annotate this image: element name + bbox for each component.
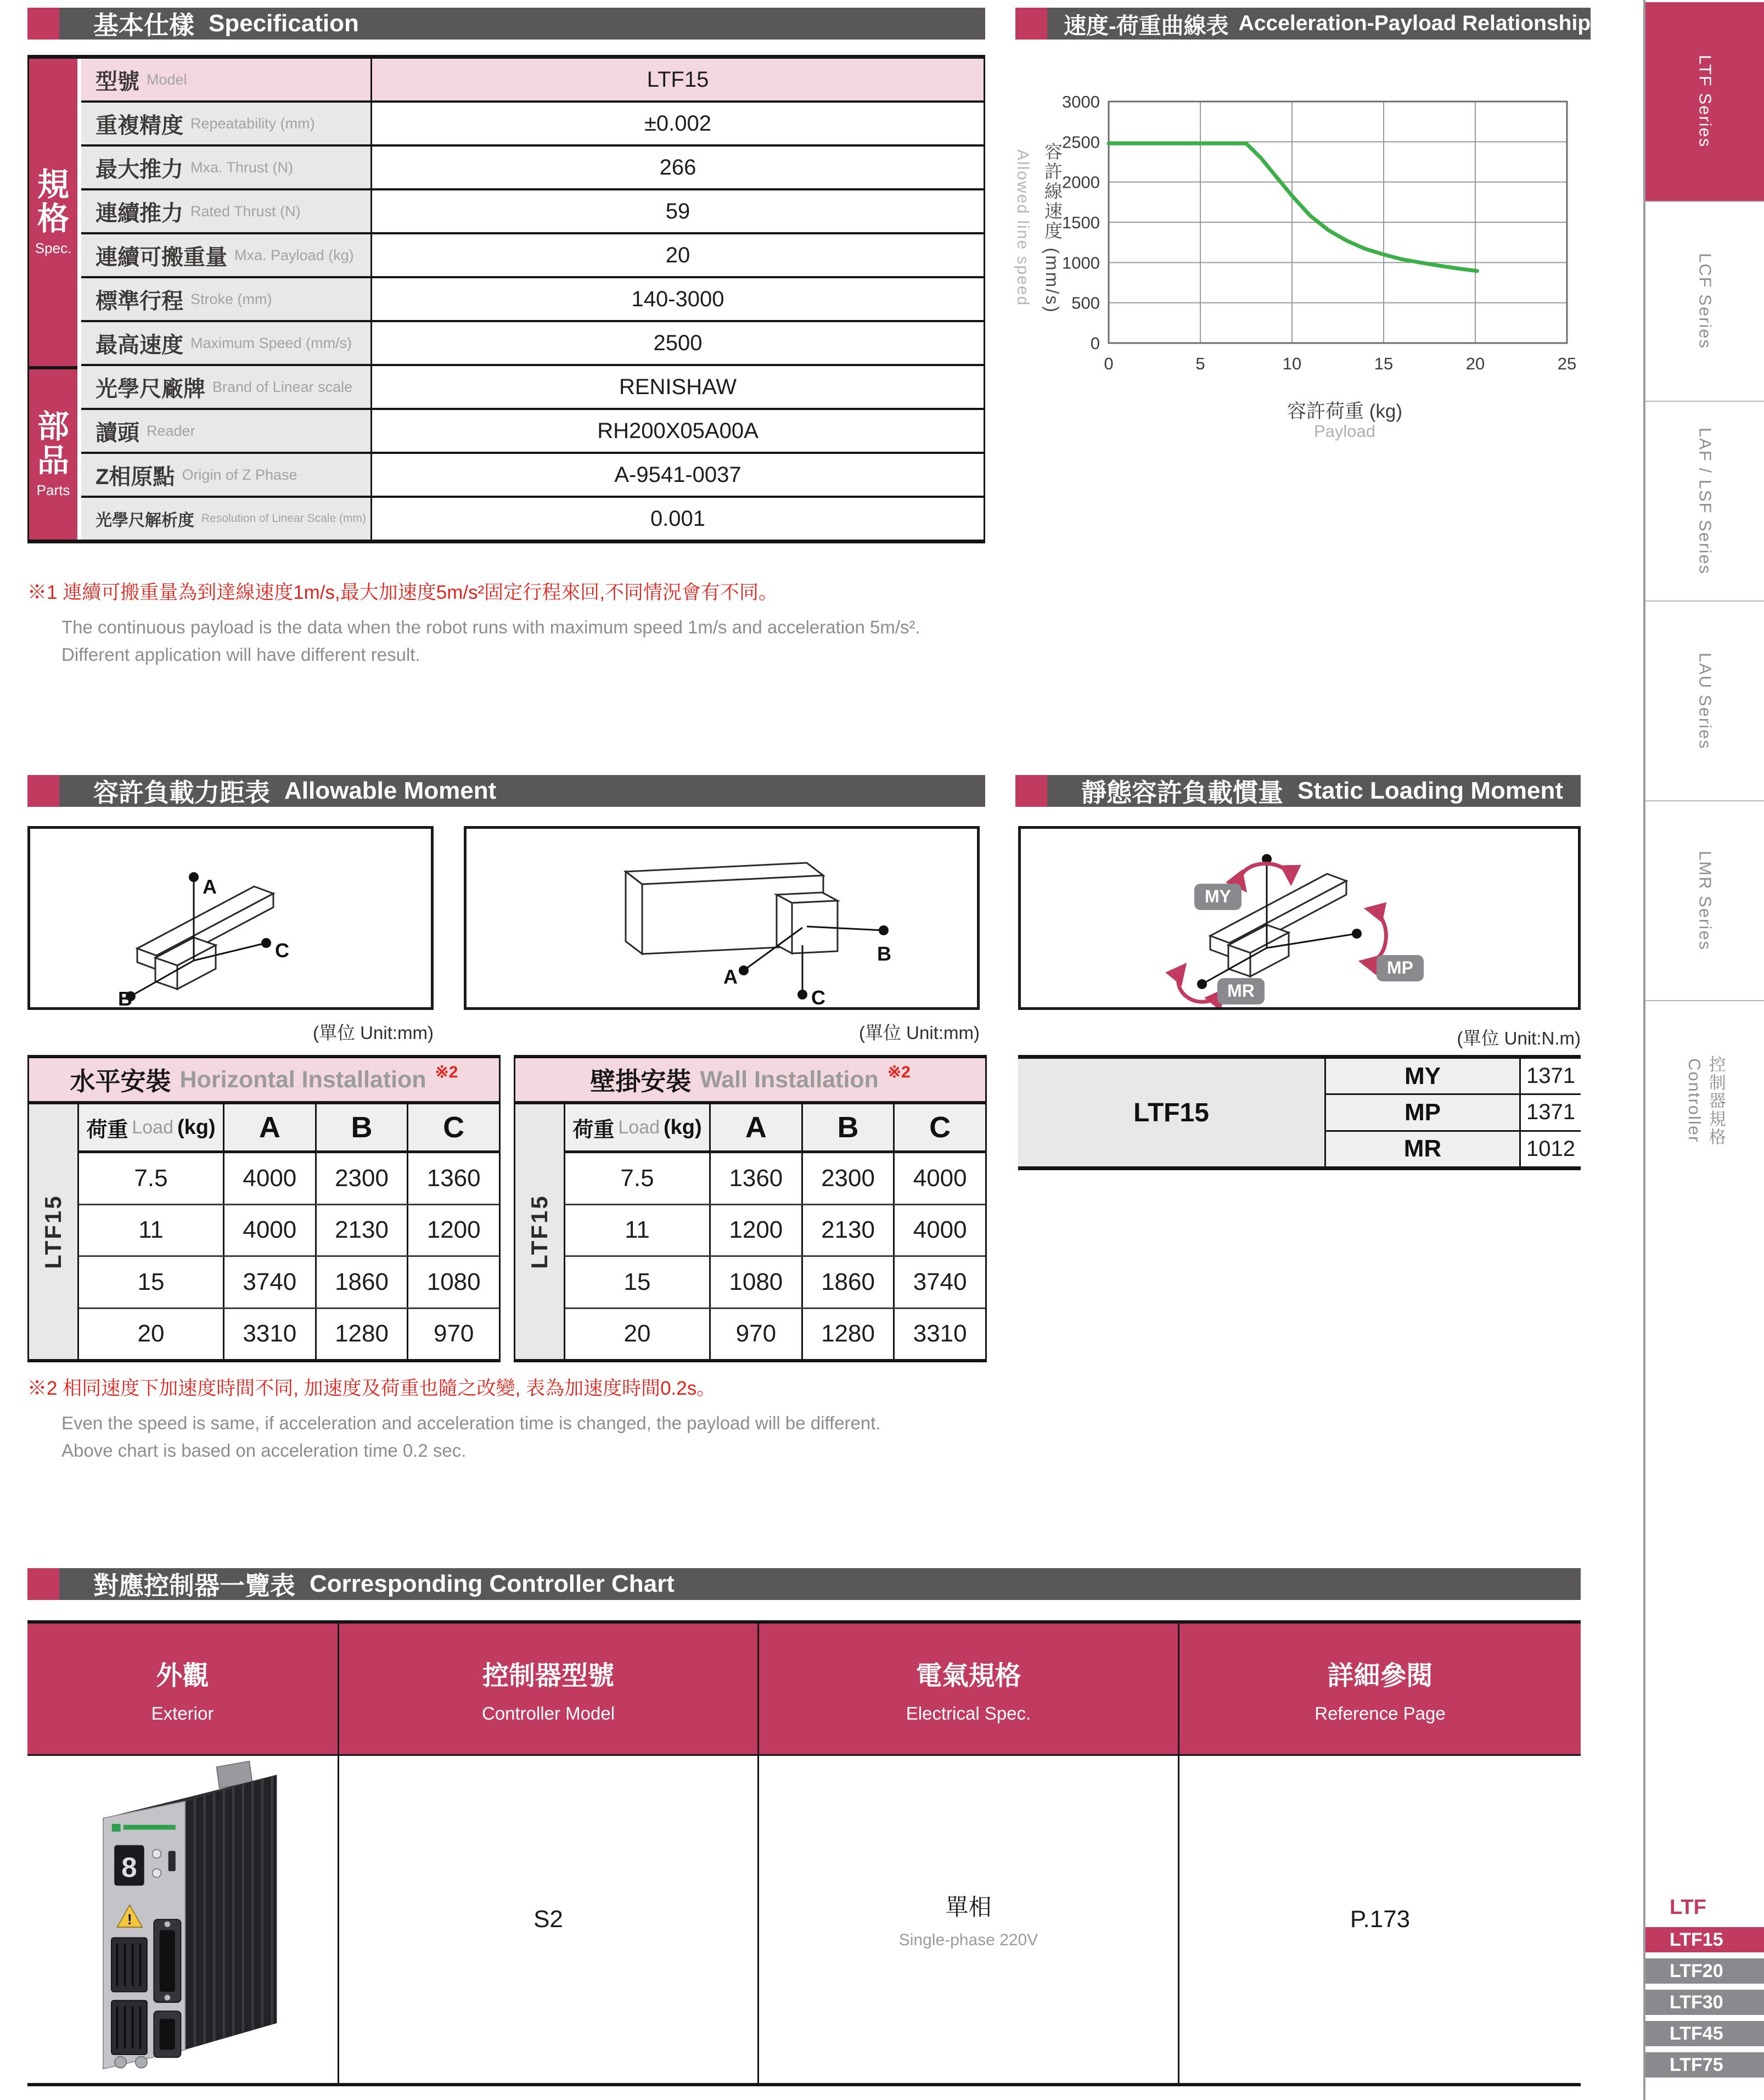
svg-text:1500: 1500 [1062, 213, 1100, 232]
footnote-1-zh: ※1 連續可搬重量為到達線速度1m/s,最大加速度5m/s²固定行程來回,不同情況會有不同。 [27, 582, 778, 603]
unit-label-mm: (單位 Unit:mm) [313, 1023, 434, 1043]
spec-row-label-en: Mxa. Payload (kg) [234, 246, 354, 263]
spec-row [81, 59, 984, 103]
spec-row-value: 266 [659, 155, 696, 179]
spec-row-label-en: Resolution of Linear Scale (mm) [201, 512, 366, 525]
sidebar-tab-label-line: LAF / LSF Series [1695, 427, 1715, 575]
spec-row-label-en: Mxa. Thrust (N) [190, 159, 294, 176]
section-title-en: Acceleration-Payload Relationship [1238, 12, 1591, 35]
spec-row-value: A-9541-0037 [614, 462, 741, 487]
spec-row-label-en: Stroke (mm) [190, 290, 272, 307]
moment-value: 2300 [803, 1153, 895, 1204]
spec-row-label-en: Reader [147, 422, 195, 439]
moment-value: 1280 [317, 1309, 409, 1360]
spec-row-label-zh: 最大推力 [95, 157, 183, 182]
moment-value: 1280 [803, 1309, 895, 1360]
static-table-key: MP [1326, 1095, 1521, 1130]
load-value: 15 [79, 1257, 224, 1307]
section-title-en: Static Loading Moment [1297, 777, 1563, 804]
spec-row-label [81, 147, 372, 188]
spec-row-label [81, 234, 372, 276]
sidebar-tab-label [1683, 1055, 1726, 1146]
electrical-spec-en: Single-phase 220V [898, 1931, 1038, 1949]
moment-badge-my: MY [1205, 886, 1231, 906]
spec-row-label-zh: 光學尺解析度 [95, 512, 194, 530]
static-moment-diagram [1018, 826, 1581, 1010]
svg-text:25: 25 [1557, 354, 1577, 373]
sidebar-tab-label-line: LAU Series [1695, 652, 1715, 750]
spec-rows [81, 59, 984, 540]
static-table-row [1326, 1059, 1581, 1095]
moment-value: 4000 [224, 1205, 317, 1256]
spec-row-value: RH200X05A00A [597, 418, 759, 443]
load-header-cell [79, 1104, 224, 1150]
footnote-1-en-line2: Different application will have different result. [61, 644, 420, 665]
static-table-value: 1012 [1526, 1136, 1575, 1161]
load-header-unit: (kg) [177, 1115, 216, 1139]
section-title-en: Allowable Moment [284, 777, 497, 804]
controller-chart-table [27, 1620, 1581, 2086]
axis-label-b: B [877, 942, 891, 965]
section-title-zh: 容許負載力距表 [93, 778, 270, 807]
moment-badge-mp: MP [1387, 958, 1413, 978]
spec-row [81, 278, 984, 322]
install-table-title-en: Wall Installation [700, 1066, 879, 1093]
static-table-row [1326, 1095, 1581, 1131]
static-table-value: 1371 [1526, 1064, 1575, 1088]
moment-value: 2300 [317, 1153, 409, 1204]
sidebar-model-ltf15[interactable]: LTF15 [1645, 1927, 1764, 1952]
svg-text:2500: 2500 [1062, 132, 1100, 152]
sidebar-model-ltf45[interactable]: LTF45 [1645, 2021, 1764, 2046]
spec-row-label [81, 190, 372, 232]
controller-header-cell [27, 1624, 339, 1754]
sidebar-tab-label [1694, 253, 1716, 349]
controller-header-en: Exterior [151, 1703, 214, 1723]
install-table-title [29, 1058, 499, 1104]
sidebar-family-label: LTF [1670, 1896, 1706, 1919]
sidebar-model-items [1645, 1927, 1764, 2077]
install-table-header-row [565, 1104, 985, 1153]
load-value: 11 [79, 1205, 224, 1256]
moment-value: 3740 [913, 1268, 967, 1295]
sidebar-tab-lmr-series[interactable] [1645, 800, 1764, 1000]
load-header-unit: (kg) [664, 1115, 702, 1139]
chart-ylabel-en: Allowed line speed [1014, 149, 1032, 307]
svg-text:0: 0 [1090, 334, 1100, 353]
section-header-accel-payload [1015, 8, 1591, 40]
section-title-zh: 基本仕樣 [93, 11, 194, 40]
sidebar-tab-label-line: LMR Series [1695, 851, 1715, 951]
rotation-arrow-my-icon [1240, 863, 1291, 888]
spec-group-en: Spec. [35, 239, 72, 256]
spec-row-label [81, 322, 372, 364]
install-table-row [565, 1153, 985, 1205]
moment-value: 4000 [913, 1164, 967, 1192]
load-value: 7.5 [79, 1153, 224, 1204]
moment-value: 1200 [426, 1216, 481, 1244]
section-title-bar [1047, 8, 1591, 40]
spec-group-parts [29, 369, 77, 540]
accent-square-icon [27, 775, 59, 807]
reference-page-cell [1179, 1756, 1581, 2083]
spec-group-band [29, 59, 77, 540]
moment-value: 1080 [426, 1268, 481, 1295]
section-title-zh: 速度-荷重曲線表 [1064, 13, 1229, 38]
accent-square-icon [1015, 775, 1047, 807]
sidebar-model-ltf75[interactable]: LTF75 [1645, 2052, 1764, 2077]
svg-text:10: 10 [1282, 354, 1302, 373]
spec-row-value: RENISHAW [619, 374, 737, 399]
sidebar-tab-label-line: LCF Series [1695, 253, 1715, 350]
sidebar-series-tabs [1645, 2, 1764, 1200]
spec-row [81, 322, 984, 366]
load-value: 7.5 [565, 1153, 711, 1204]
sidebar-tab-label-line: Controller [1685, 1058, 1704, 1143]
controller-header-zh: 外觀 [156, 1661, 209, 1691]
load-header-zh: 荷重 [86, 1118, 128, 1142]
section-title-bar [59, 1568, 1581, 1600]
static-table-model: LTF15 [1018, 1059, 1326, 1166]
install-table-model-label: LTF15 [40, 1194, 66, 1269]
static-table-value: 1371 [1526, 1100, 1575, 1125]
controller-exterior-cell [27, 1756, 339, 2083]
svg-text:500: 500 [1071, 293, 1100, 313]
sidebar-tab-lau-series[interactable] [1645, 600, 1764, 800]
moment-value: 2130 [317, 1205, 409, 1256]
controller-header-en: Reference Page [1314, 1703, 1446, 1723]
horizontal-installation-table [27, 1055, 501, 1362]
install-table-main [79, 1104, 499, 1359]
install-table-note-ref: ※2 [435, 1063, 458, 1081]
install-table-row [79, 1257, 499, 1309]
install-table-title-zh: 壁掛安裝 [590, 1067, 692, 1096]
spec-row-label [81, 410, 372, 452]
moment-value: 4000 [224, 1153, 317, 1204]
install-table-row [565, 1205, 985, 1257]
load-value: 20 [565, 1309, 711, 1360]
moment-value: 970 [711, 1309, 803, 1360]
rotation-arrow-mp-icon [1364, 909, 1386, 963]
svg-text:20: 20 [1465, 354, 1485, 373]
spec-row-label-en: Rated Thrust (N) [190, 203, 301, 220]
sidebar-tab-label-line: LTF Series [1695, 55, 1715, 148]
wall-install-diagram-svg [467, 829, 977, 1007]
svg-text:3000: 3000 [1062, 92, 1100, 111]
controller-header-zh: 詳細參閱 [1327, 1661, 1433, 1691]
section-title-bar [1047, 775, 1581, 807]
spec-row-label-en: Origin of Z Phase [182, 466, 297, 483]
spec-row-label-zh: 型號 [95, 69, 139, 94]
footnote-2-en-line1: Even the speed is same, if acceleration and acceleration time is changed, the payload will be different. [61, 1413, 881, 1433]
spec-row-label-en: Model [147, 71, 187, 88]
static-table-row [1326, 1132, 1581, 1166]
spec-group-zh-char: 部 [37, 409, 69, 445]
spec-row-label [81, 278, 372, 320]
svg-text:1000: 1000 [1062, 253, 1100, 273]
accel-payload-chart [1015, 50, 1581, 435]
axis-label-a: A [723, 965, 738, 988]
column-header-a: A [711, 1104, 803, 1150]
controller-header-zh: 電氣規格 [915, 1661, 1021, 1691]
load-value: 11 [565, 1205, 711, 1256]
controller-header-cell [1179, 1624, 1581, 1754]
install-table-header-row [79, 1104, 499, 1153]
install-table-model-band [29, 1104, 79, 1359]
controller-table-header [27, 1624, 1581, 1756]
spec-row-label [81, 454, 372, 496]
install-table-row [79, 1205, 499, 1257]
sidebar-tab-label [1694, 55, 1716, 148]
load-header-cell [565, 1104, 711, 1150]
section-title-en: Corresponding Controller Chart [310, 1570, 675, 1597]
install-table-row [565, 1257, 985, 1309]
spec-row-label-zh: 讀頭 [95, 420, 139, 445]
sidebar-tab-label-line: 控制器規格 [1706, 1055, 1726, 1146]
install-table-model-band [515, 1104, 565, 1359]
load-value: 15 [565, 1257, 711, 1307]
install-table-title-zh: 水平安裝 [70, 1067, 171, 1096]
moment-value: 3310 [913, 1320, 967, 1347]
column-header-b: B [803, 1104, 895, 1150]
spec-row [81, 498, 984, 540]
spec-row-label-zh: 重複精度 [95, 113, 183, 138]
moment-value: 3310 [224, 1309, 317, 1360]
spec-row-label-en: Maximum Speed (mm/s) [190, 334, 352, 351]
spec-row-value: LTF15 [372, 59, 984, 100]
install-table-body [29, 1104, 499, 1359]
accent-square-icon [27, 8, 59, 40]
spec-group-spec [29, 59, 77, 369]
spec-row-label [81, 59, 372, 100]
axis-label-a: A [203, 875, 217, 898]
moment-badge-mr: MR [1227, 981, 1255, 1001]
install-table-model-label: LTF15 [526, 1194, 553, 1269]
sidebar-tab-label [1694, 428, 1716, 575]
footnote-1 [27, 577, 920, 668]
sidebar-model-ltf20[interactable]: LTF20 [1645, 1958, 1764, 1984]
spec-row [81, 410, 984, 454]
controller-header-en: Electrical Spec. [906, 1703, 1031, 1723]
spec-group-en: Parts [36, 481, 70, 498]
footnote-2-en-line2: Above chart is based on acceleration time 0.2 sec. [61, 1440, 467, 1461]
column-header-b: B [317, 1104, 409, 1150]
horizontal-install-diagram-svg [30, 829, 431, 1007]
moment-value: 1200 [711, 1205, 803, 1256]
install-table-main [565, 1104, 985, 1359]
spec-row [81, 234, 984, 278]
static-table-rows [1326, 1059, 1581, 1166]
spec-row-value: 0.001 [650, 506, 706, 531]
horizontal-install-diagram [27, 826, 434, 1010]
spec-row [81, 366, 984, 410]
moment-value: 4000 [913, 1216, 967, 1244]
specification-table [27, 55, 985, 543]
static-moment-table [1018, 1055, 1581, 1170]
sidebar-model-ltf30[interactable]: LTF30 [1645, 1990, 1764, 2015]
sidebar-tab-ltf-series[interactable] [1645, 2, 1764, 201]
chart-ylabel-zh: 容許線速度 (mm/s) [1042, 142, 1063, 314]
spec-row-label-en: Repeatability (mm) [190, 115, 315, 132]
controller-header-cell [339, 1624, 759, 1754]
section-title-zh: 對應控制器一覽表 [93, 1571, 295, 1600]
moment-value: 1080 [711, 1257, 803, 1307]
install-table-body [515, 1104, 985, 1359]
load-header-zh: 荷重 [572, 1118, 615, 1142]
spec-group-zh-char: 品 [37, 442, 69, 479]
install-table-row [565, 1309, 985, 1360]
spec-row-value: 140-3000 [631, 287, 724, 311]
sidebar-tab-label [1694, 653, 1716, 750]
install-table-title-en: Horizontal Installation [179, 1066, 426, 1093]
moment-value: 1860 [803, 1257, 895, 1307]
load-value: 20 [79, 1309, 224, 1360]
unit-label-mm: (單位 Unit:mm) [859, 1023, 980, 1043]
install-table-row [79, 1153, 499, 1205]
chart-xlabel-zh: 容許荷重 (kg) [1287, 401, 1402, 422]
sidebar-tab--[interactable] [1645, 1000, 1764, 1200]
spec-group-zh-char: 格 [37, 200, 69, 237]
controller-header-en: Controller Model [481, 1703, 615, 1723]
svg-text:5: 5 [1195, 354, 1205, 373]
static-table-key: MY [1326, 1059, 1521, 1093]
moment-value: 3740 [224, 1257, 317, 1307]
sidebar-model-list [1645, 1894, 1764, 2077]
moment-value: 1860 [317, 1257, 409, 1307]
column-header-c: C [929, 1111, 951, 1144]
section-title-zh: 靜態容許負載慣量 [1081, 778, 1283, 807]
section-header-allowable-moment [27, 775, 985, 807]
spec-group-zh-char: 規 [37, 167, 69, 203]
spec-row-label-zh: 光學尺廠牌 [95, 377, 205, 401]
footnote-1-en-line1: The continuous payload is the data when the robot runs with maximum speed 1m/s and acceleration 5m/s². [61, 617, 920, 637]
section-header-specification [27, 8, 985, 40]
spec-row-label [81, 498, 372, 540]
chart-xlabel-en: Payload [1313, 422, 1376, 441]
moment-value: 2130 [803, 1205, 895, 1256]
electrical-spec-zh: 單相 [945, 1894, 992, 1920]
unit-label-nm: (單位 Unit:N.m) [1457, 1028, 1581, 1048]
controller-header-zh: 控制器型號 [482, 1661, 614, 1691]
install-table-title [515, 1058, 985, 1104]
spec-row-value: 2500 [653, 330, 703, 355]
footnote-2-zh: ※2 相同速度下加速度時間不同, 加速度及荷重也隨之改變, 表為加速度時間0.2s。 [27, 1378, 716, 1399]
controller-header-cell [759, 1624, 1179, 1754]
accent-square-icon [1015, 8, 1047, 40]
moment-value: 1360 [711, 1153, 803, 1204]
spec-row-label-zh: 連續可搬重量 [95, 245, 227, 269]
spec-row-label [81, 366, 372, 408]
column-header-a: A [224, 1104, 317, 1150]
spec-row [81, 103, 984, 147]
load-header-en: Load [132, 1116, 173, 1138]
section-title-bar [59, 8, 985, 40]
axis-label-c: C [811, 986, 825, 1007]
install-table-row [79, 1309, 499, 1360]
moment-value: 1360 [426, 1164, 481, 1192]
spec-row-label-zh: Z相原點 [95, 464, 175, 489]
controller-photo [54, 1760, 312, 2079]
spec-row-label-zh: 連續推力 [95, 201, 183, 226]
sidebar-tab-laf-lsf-series[interactable] [1645, 401, 1764, 600]
electrical-spec-cell [759, 1756, 1179, 2083]
load-header-en: Load [618, 1116, 660, 1138]
spec-row-label [81, 103, 372, 144]
moment-value: 970 [433, 1320, 474, 1347]
section-title-bar [59, 775, 985, 807]
spec-row-label-zh: 最高速度 [95, 333, 183, 357]
column-header-c: C [443, 1111, 465, 1144]
section-header-static-loading-moment [1015, 775, 1581, 807]
svg-text:15: 15 [1374, 354, 1394, 373]
spec-row-label-zh: 標準行程 [95, 289, 183, 313]
spec-row-value: ±0.002 [644, 111, 712, 136]
svg-text:!: ! [127, 1911, 132, 1928]
controller-model-cell [339, 1756, 759, 2083]
static-moment-diagram-svg [1021, 829, 1578, 1007]
spec-row [81, 190, 984, 234]
section-title-en: Specification [209, 10, 359, 37]
section-header-controller-chart [27, 1568, 1581, 1600]
reference-page-value: P.173 [1350, 1906, 1411, 1933]
sidebar-tab-label [1694, 851, 1716, 951]
spec-row-label-en: Brand of Linear scale [212, 378, 353, 395]
footnote-2 [27, 1373, 881, 1464]
spec-row [81, 147, 984, 190]
axis-label-c: C [275, 939, 289, 962]
controller-model-value: S2 [533, 1906, 563, 1933]
static-table-key: MR [1326, 1132, 1521, 1166]
spec-row [81, 454, 984, 498]
svg-text:8: 8 [121, 1851, 137, 1883]
axis-label-b: B [118, 987, 132, 1007]
wall-installation-table [514, 1055, 987, 1362]
sidebar-tab-lcf-series[interactable] [1645, 201, 1764, 401]
svg-text:2000: 2000 [1062, 172, 1100, 192]
install-table-note-ref: ※2 [887, 1063, 911, 1081]
controller-table-body [27, 1756, 1581, 2083]
svg-text:0: 0 [1104, 354, 1114, 373]
spec-row-value: 59 [665, 199, 690, 223]
accent-square-icon [27, 1568, 59, 1600]
spec-row-value: 20 [665, 243, 690, 267]
wall-install-diagram [464, 826, 980, 1010]
